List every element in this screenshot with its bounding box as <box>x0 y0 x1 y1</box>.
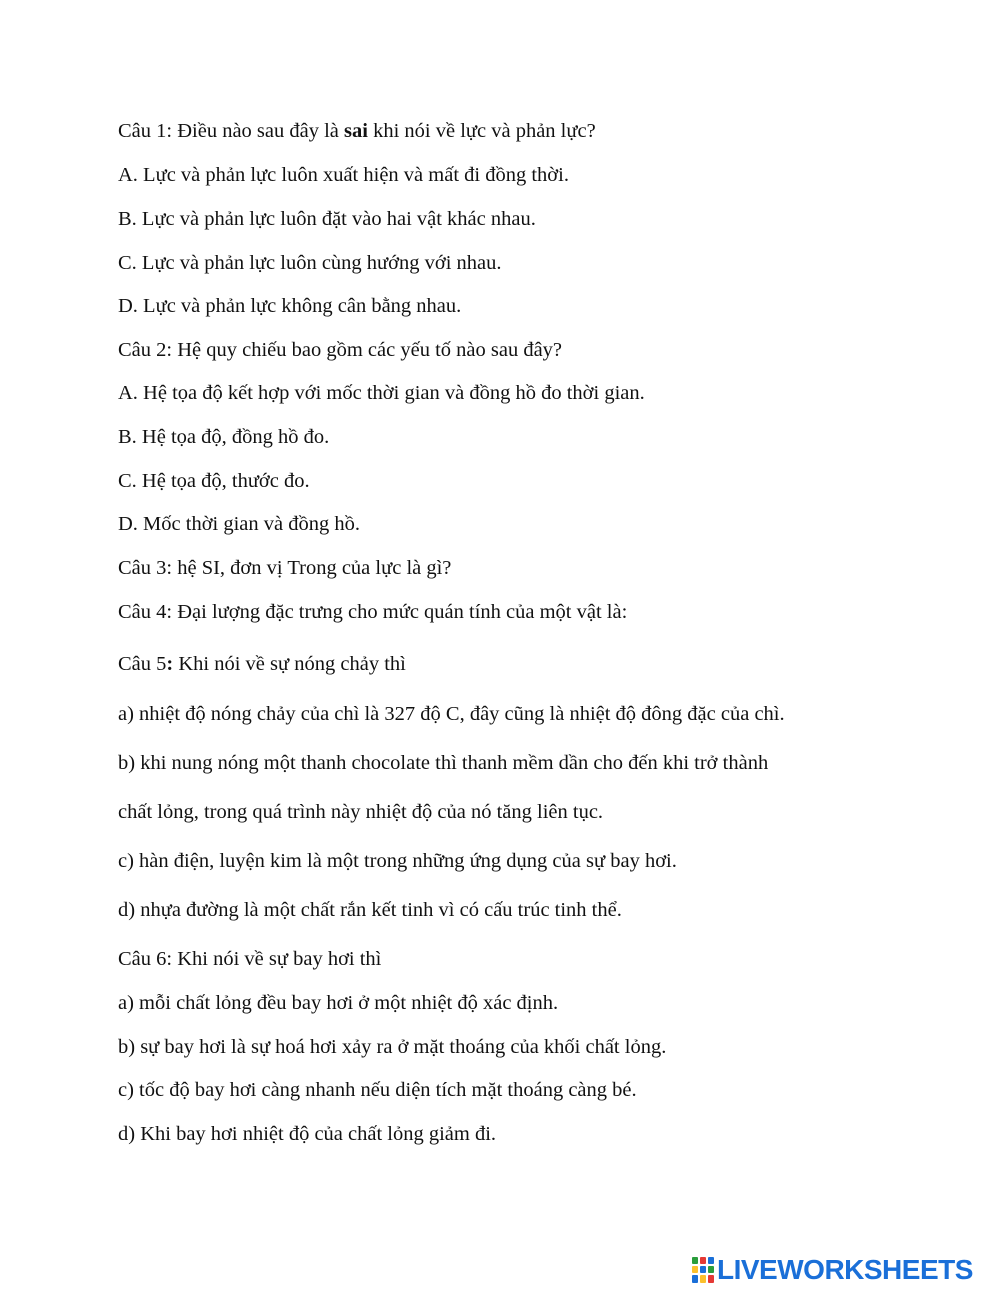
question-5-emphasis: : <box>166 653 174 675</box>
q1-option-b: B. Lực và phản lực luôn đặt vào hai vật khác nhau. <box>118 208 536 230</box>
q1-option-a: A. Lực và phản lực luôn xuất hiện và mất đi đồng thời. <box>118 164 569 186</box>
q6-statement-c: c) tốc độ bay hơi càng nhanh nếu diện tích mặt thoáng càng bé. <box>118 1079 637 1101</box>
question-6: Câu 6: Khi nói về sự bay hơi thì <box>118 948 382 970</box>
q5-statement-a: a) nhiệt độ nóng chảy của chì là 327 độ C, đây cũng là nhiệt độ đông đặc của chì. <box>118 703 785 725</box>
logo-text: LIVEWORKSHEETS <box>717 1254 973 1285</box>
q6-statement-b: b) sự bay hơi là sự hoá hơi xảy ra ở mặt thoáng của khối chất lỏng. <box>118 1036 667 1058</box>
q5-statement-b-line2: chất lỏng, trong quá trình này nhiệt độ của nó tăng liên tục. <box>118 801 604 823</box>
question-5: Câu 5: Khi nói về sự nóng chảy thì <box>118 653 406 675</box>
q2-option-a: A. Hệ tọa độ kết hợp với mốc thời gian và đồng hồ đo thời gian. <box>118 382 645 404</box>
q1-option-c: C. Lực và phản lực luôn cùng hướng với nhau. <box>118 252 502 274</box>
q5-statement-c: c) hàn điện, luyện kim là một trong những ứng dụng của sự bay hơi. <box>118 850 677 872</box>
q6-statement-d: d) Khi bay hơi nhiệt độ của chất lỏng giảm đi. <box>118 1123 497 1145</box>
q2-option-d: D. Mốc thời gian và đồng hồ. <box>118 513 361 535</box>
q1-option-d: D. Lực và phản lực không cân bằng nhau. <box>118 295 462 317</box>
question-1-emphasis: sai <box>344 120 368 142</box>
q2-option-c: C. Hệ tọa độ, thước đo. <box>118 470 310 492</box>
q5-statement-d: d) nhựa đường là một chất rắn kết tinh vì có cấu trúc tinh thể. <box>118 899 622 921</box>
q6-statement-a: a) mỗi chất lỏng đều bay hơi ở một nhiệt độ xác định. <box>118 992 559 1014</box>
q5-statement-b-line1: b) khi nung nóng một thanh chocolate thì thanh mềm dần cho đến khi trở thành <box>118 752 769 774</box>
liveworksheets-logo <box>692 1255 973 1285</box>
question-3: Câu 3: hệ SI, đơn vị Trong của lực là gì? <box>118 557 452 579</box>
question-4: Câu 4: Đại lượng đặc trưng cho mức quán tính của một vật là: <box>118 601 628 623</box>
liveworksheets-mark-icon <box>692 1257 714 1283</box>
q2-option-b: B. Hệ tọa độ, đồng hồ đo. <box>118 426 330 448</box>
question-1: Câu 1: Điều nào sau đây là sai khi nói về lực và phản lực? <box>118 120 596 142</box>
question-2: Câu 2: Hệ quy chiếu bao gồm các yếu tố nào sau đây? <box>118 339 563 361</box>
